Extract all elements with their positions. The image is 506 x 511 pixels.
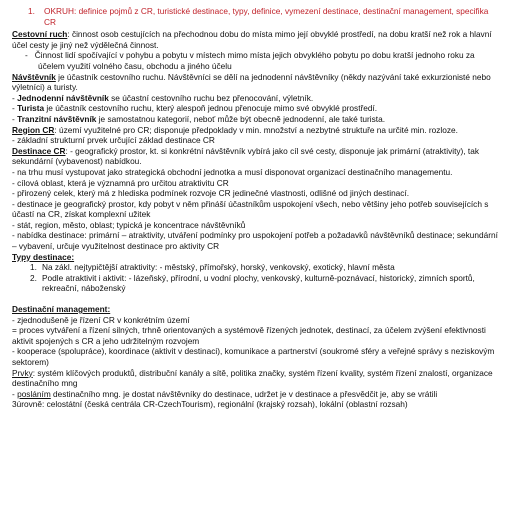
term-prvky: Prvky bbox=[12, 367, 33, 378]
paragraph-cinnost-lidi: - Činnost lidí spočívající v pohybu a pobytu v místech mimo místa jejich obvyklého pobytu po dobu kratší jednoho roku za účelem využití volného času, obchodu a jiného účelu bbox=[25, 50, 475, 71]
list-item-typy-2: 2. Podle atraktivit i aktivit: - lázeňský, přírodní, u vodní plochy, venkovský, kulturně-poznávací, historický, zimních sportů, rekreační, náboženský bbox=[30, 272, 475, 294]
section-title bbox=[12, 6, 500, 27]
spacer bbox=[12, 294, 500, 304]
heading-destinacni-management: Destinační management: bbox=[12, 304, 111, 315]
paragraph-region-cr: Region CR: území využitelné pro CR; disponuje předpoklady v min. množství a nezbytné struktuře na určité min. rozloze. bbox=[12, 124, 458, 135]
paragraph-prvky: Prvky: systém klíčových produktů, distribuční kanály a sítě, politika značky, systém řízení kvality, systém řízení znalostí, organizace destinačního mng bbox=[12, 367, 493, 389]
heading-typy-destinace: Typy destinace: bbox=[12, 251, 75, 262]
paragraph-dm-3: - kooperace (spolupráce), koordinace (aktivit v destinaci), komunikace a partnerství (soukromé sféry a veřejné správy s neziskovým sektorem) bbox=[12, 346, 495, 367]
paragraph-dm-2: = proces vytváření a řízení silných, trhně orientovaných a systémově řízených jednotek, destinací, za účelem zvýšení efektivnosti aktivit spojených s CR a jeho udržitelným rozvojem bbox=[12, 325, 486, 346]
term-poslani: posláním bbox=[17, 388, 51, 399]
list-item-typy-1: 1. Na zákl. nejtypičtější atraktivity: - městský, přímořský, horský, venkovský, exotický, hlavní města bbox=[30, 262, 395, 273]
paragraph-jednodenni: - Jednodenní návštěvník se účastní cestovního ruchu bez přenocování, výletník. bbox=[12, 92, 314, 103]
paragraph-zakladni-prvek: - základní strukturní prvek určující základ destinace CR bbox=[12, 135, 215, 146]
paragraph-destinace-5: - stát, region, město, oblast; typická je koncentrace návštěvníků bbox=[12, 219, 246, 230]
paragraph-tranzitni: - Tranzitní návštěvník je samostatnou kategorií, neboť může být obecně jednodenní, ale také turista. bbox=[12, 113, 386, 124]
term-navstevnik: Návštěvník bbox=[12, 71, 56, 82]
section-title-text: OKRUH: definice pojmů z CR, turistické destinace, typy, definice, vymezení destinace, destinační management, specifika CR bbox=[44, 6, 489, 27]
paragraph-cestovni-ruch: Cestovní ruch: činnost osob cestujících na přechodnou dobu do místa mimo její obvyklé prostředí, na dobu kratší než rok a hlavní účel cesty je jiný než výdělečná činnost. bbox=[12, 29, 492, 50]
paragraph-destinace-6: - nabídka destinace: primární – atraktivity, utváření podmínky pro uspokojení potřeb a požadavků návštěvníků destinace; sekundární – vybavení, určuje využitelnost destinace pro aktivity CR bbox=[12, 230, 498, 252]
term-tranzitni: Tranzitní návštěvník bbox=[17, 113, 97, 124]
paragraph-dm-1: - zjednodušeně je řízení CR v konkrétním území bbox=[12, 314, 190, 325]
paragraph-destinace-2: - cílová oblast, která je významná pro určitou atraktivitu CR bbox=[12, 177, 229, 188]
term-region-cr: Region CR bbox=[12, 124, 55, 135]
paragraph-destinace-4: - destinace je geografický prostor, kdy pobyt v něm přináší účastníkům uspokojení všech, nebo většiny jeho potřeb souvisejících s účastí na CR, získat komplexní užitek bbox=[12, 198, 489, 220]
paragraph-destinace-3: - přirozený celek, který má z hlediska podmínek rozvoje CR jedinečné vlastnosti, odlišné od jiných destinací. bbox=[12, 188, 410, 199]
paragraph-destinace-1: - na trhu musí vystupovat jako strategická obchodní jednotka a musí disponovat organizací destinačního managementu. bbox=[12, 166, 453, 177]
term-jednodenni: Jednodenní návštěvník bbox=[17, 92, 109, 103]
paragraph-destinace-cr: Destinace CR: - geografický prostor, kt. si konkrétní návštěvník vybírá jako cíl své cesty, disponuje jak primární (atraktivity), tak sekundární (vybavenost) nabídkou. bbox=[12, 145, 479, 167]
paragraph-navstevnik: Návštěvník je účastník cestovního ruchu. Návštěvníci se dělí na jednodenní návštěvníky (někdy nazývání také exkurzionisté nebo výletníci) a turisty. bbox=[12, 71, 491, 93]
term-destinace-cr: Destinace CR bbox=[12, 145, 66, 156]
paragraph-poslani: - posláním destinačního mng. je dostat návštěvníky do destinace, udržet je v destinace a přesvědčit je, aby se vrátili bbox=[12, 388, 438, 399]
paragraph-urovne: 3úrovně: celostátní (česká centrála CR-CzechTourism), regionální (krajský rozsah), lokální (oblastní rozsah) bbox=[12, 399, 408, 410]
term-turista: Turista bbox=[17, 103, 45, 114]
paragraph-turista: - Turista je účastník cestovního ruchu, který alespoň jednou přenocuje mimo své obvyklé prostředí. bbox=[12, 103, 378, 114]
section-number: 1. bbox=[28, 6, 35, 16]
term-cestovni-ruch: Cestovní ruch bbox=[12, 29, 68, 40]
